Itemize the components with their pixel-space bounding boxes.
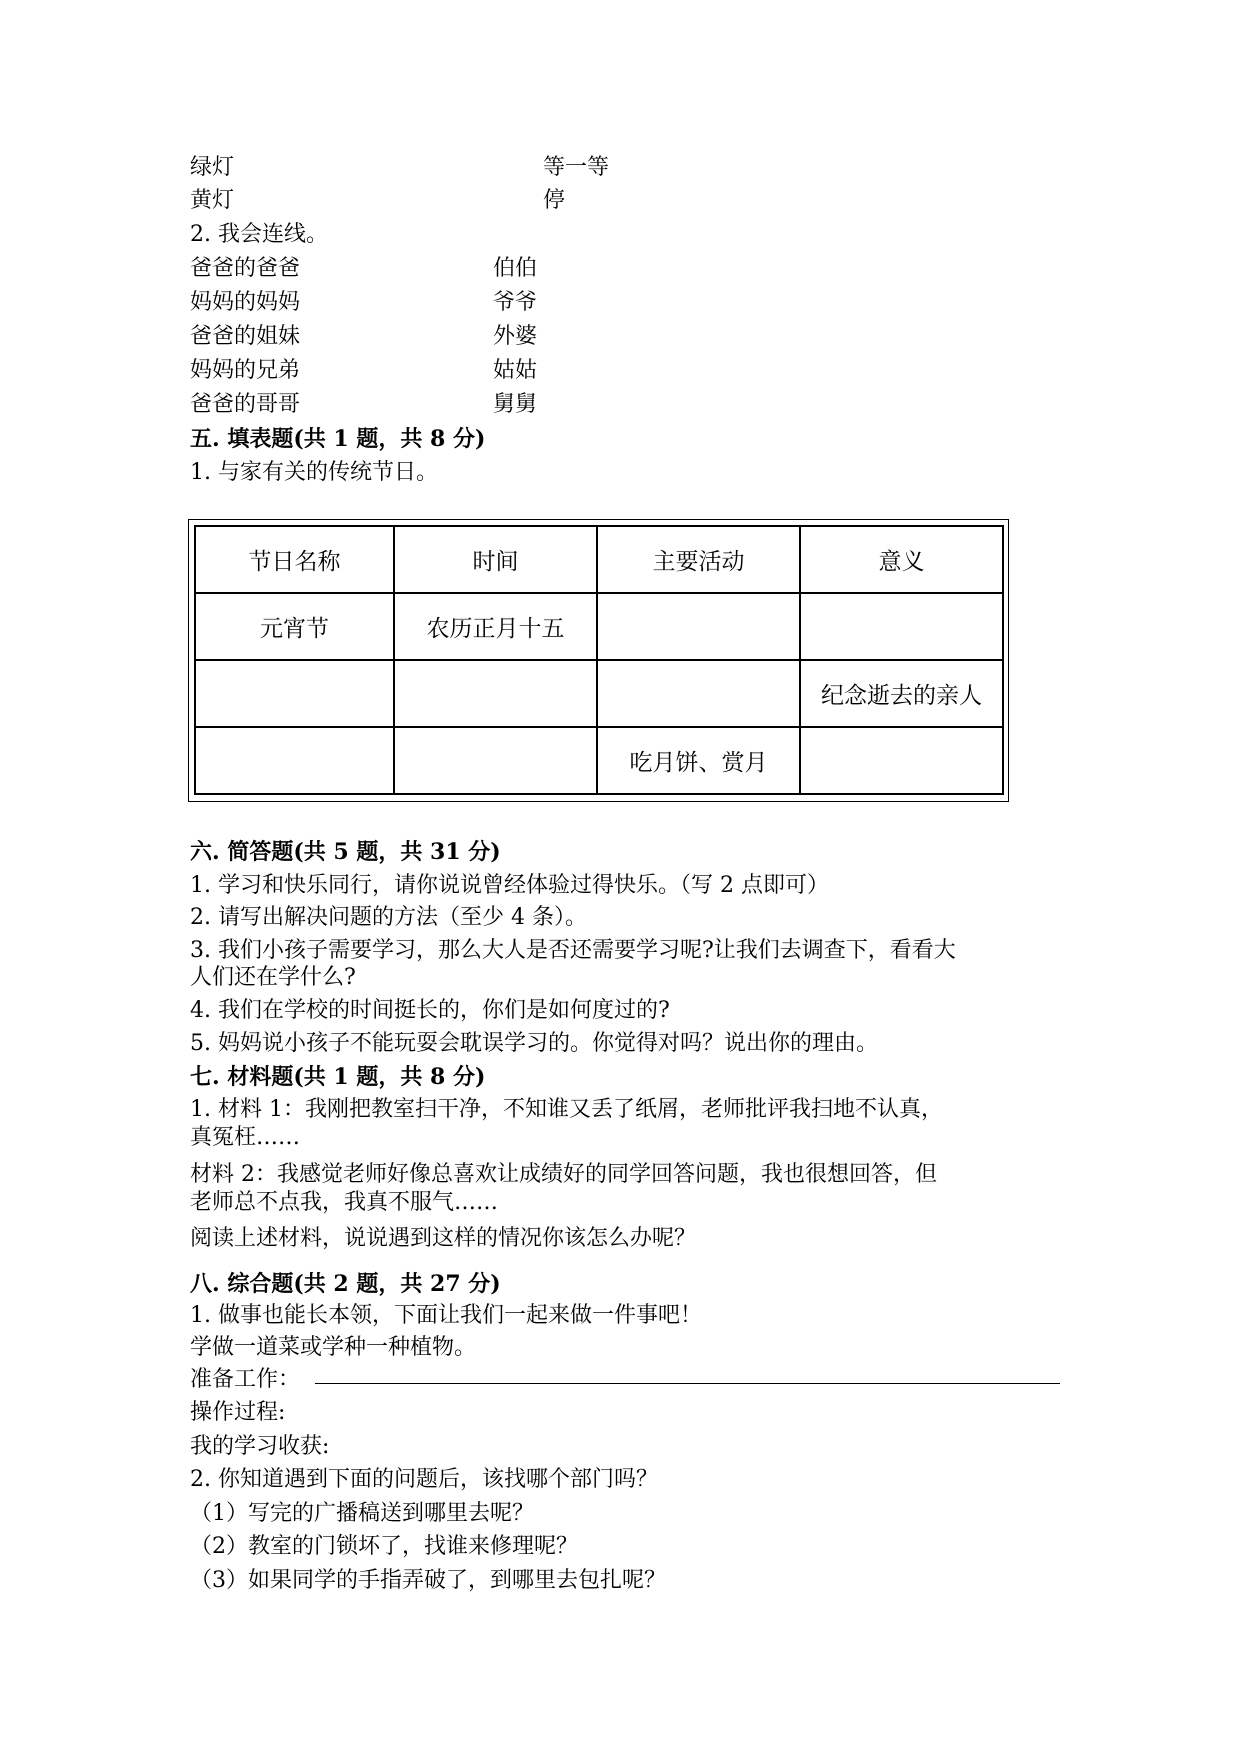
table-cell: 吃月饼、赏月 bbox=[597, 727, 800, 794]
material-text: 1. 材料 1：我刚把教室扫干净，不知谁又丢了纸屑，老师批评我扫地不认真， bbox=[190, 1097, 943, 1122]
table-row bbox=[195, 660, 1003, 727]
field-label: 我的学习收获: bbox=[190, 1434, 330, 1459]
match-left-item: 绿灯 bbox=[190, 155, 235, 180]
match-right-item: 等一等 bbox=[543, 155, 610, 180]
match-right-item: 伯伯 bbox=[493, 256, 538, 281]
table-cell[interactable] bbox=[195, 727, 394, 794]
material-text: 老师总不点我，我真不服气…… bbox=[190, 1190, 499, 1215]
table-header-cell: 意义 bbox=[800, 526, 1003, 593]
question-text: 5. 妈妈说小孩子不能玩耍会耽误学习的。你觉得对吗？说出你的理由。 bbox=[190, 1031, 878, 1056]
match-right-item: 舅舅 bbox=[493, 392, 538, 417]
table-cell[interactable] bbox=[800, 727, 1003, 794]
table-cell: 农历正月十五 bbox=[394, 593, 597, 660]
question-title: 2. 我会连线。 bbox=[190, 222, 328, 247]
table-cell: 元宵节 bbox=[195, 593, 394, 660]
question-text: 1. 学习和快乐同行，请你说说曾经体验过得快乐。（写 2 点即可） bbox=[190, 873, 829, 898]
match-left-item: 黄灯 bbox=[190, 188, 235, 213]
table-cell[interactable] bbox=[800, 593, 1003, 660]
table-header-row bbox=[195, 526, 1003, 593]
table-cell[interactable] bbox=[394, 660, 597, 727]
material-text: 真冤枉…… bbox=[190, 1125, 301, 1150]
question-text: 1. 与家有关的传统节日。 bbox=[190, 460, 438, 485]
table-header-cell: 节日名称 bbox=[195, 526, 394, 593]
section-title: 八. 综合题(共 2 题，共 27 分) bbox=[190, 1271, 501, 1297]
question-text: 2. 请写出解决问题的方法（至少 4 条）。 bbox=[190, 905, 587, 930]
table-header-cell: 主要活动 bbox=[597, 526, 800, 593]
section-title: 七. 材料题(共 1 题，共 8 分) bbox=[190, 1064, 486, 1090]
match-right-item: 爷爷 bbox=[493, 290, 538, 315]
table-cell[interactable] bbox=[195, 660, 394, 727]
table-row bbox=[195, 727, 1003, 794]
question-text: 2. 你知道遇到下面的问题后，该找哪个部门吗？ bbox=[190, 1467, 658, 1492]
match-left-item: 妈妈的兄弟 bbox=[190, 358, 301, 383]
section-title: 六. 简答题(共 5 题，共 31 分) bbox=[190, 839, 501, 865]
match-left-item: 爸爸的哥哥 bbox=[190, 392, 301, 417]
table-cell: 纪念逝去的亲人 bbox=[800, 660, 1003, 727]
question-text: （1）写完的广播稿送到哪里去呢？ bbox=[190, 1501, 534, 1526]
question-text: 4. 我们在学校的时间挺长的，你们是如何度过的? bbox=[190, 998, 670, 1023]
table-cell[interactable] bbox=[597, 660, 800, 727]
match-left-item: 爸爸的爸爸 bbox=[190, 256, 301, 281]
table-cell[interactable] bbox=[394, 727, 597, 794]
festival-table-frame bbox=[188, 519, 1009, 802]
table-cell[interactable] bbox=[597, 593, 800, 660]
table-row bbox=[195, 593, 1003, 660]
question-text: （3）如果同学的手指弄破了，到哪里去包扎呢？ bbox=[190, 1568, 666, 1593]
question-text: 人们还在学什么? bbox=[190, 965, 356, 990]
question-text: 阅读上述材料，说说遇到这样的情况你该怎么办呢？ bbox=[190, 1226, 697, 1251]
question-text: 3. 我们小孩子需要学习，那么大人是否还需要学习呢?让我们去调查下，看看大 bbox=[190, 938, 956, 963]
material-text: 材料 2：我感觉老师好像总喜欢让成绩好的同学回答问题，我也很想回答，但 bbox=[190, 1162, 937, 1187]
section-title: 五. 填表题(共 1 题，共 8 分) bbox=[190, 426, 486, 452]
match-right-item: 姑姑 bbox=[493, 358, 538, 383]
field-label: 准备工作： bbox=[190, 1367, 301, 1392]
question-text: 1. 做事也能长本领，下面让我们一起来做一件事吧！ bbox=[190, 1303, 702, 1328]
match-right-item: 停 bbox=[543, 188, 566, 213]
match-right-item: 外婆 bbox=[493, 324, 538, 349]
festival-table bbox=[194, 525, 1004, 795]
answer-underline[interactable] bbox=[315, 1383, 1060, 1384]
field-label: 操作过程: bbox=[190, 1400, 286, 1425]
question-text: 学做一道菜或学种一种植物。 bbox=[190, 1335, 477, 1360]
match-left-item: 爸爸的姐妹 bbox=[190, 324, 301, 349]
table-header-cell: 时间 bbox=[394, 526, 597, 593]
match-left-item: 妈妈的妈妈 bbox=[190, 290, 301, 315]
question-text: （2）教室的门锁坏了，找谁来修理呢？ bbox=[190, 1534, 578, 1559]
